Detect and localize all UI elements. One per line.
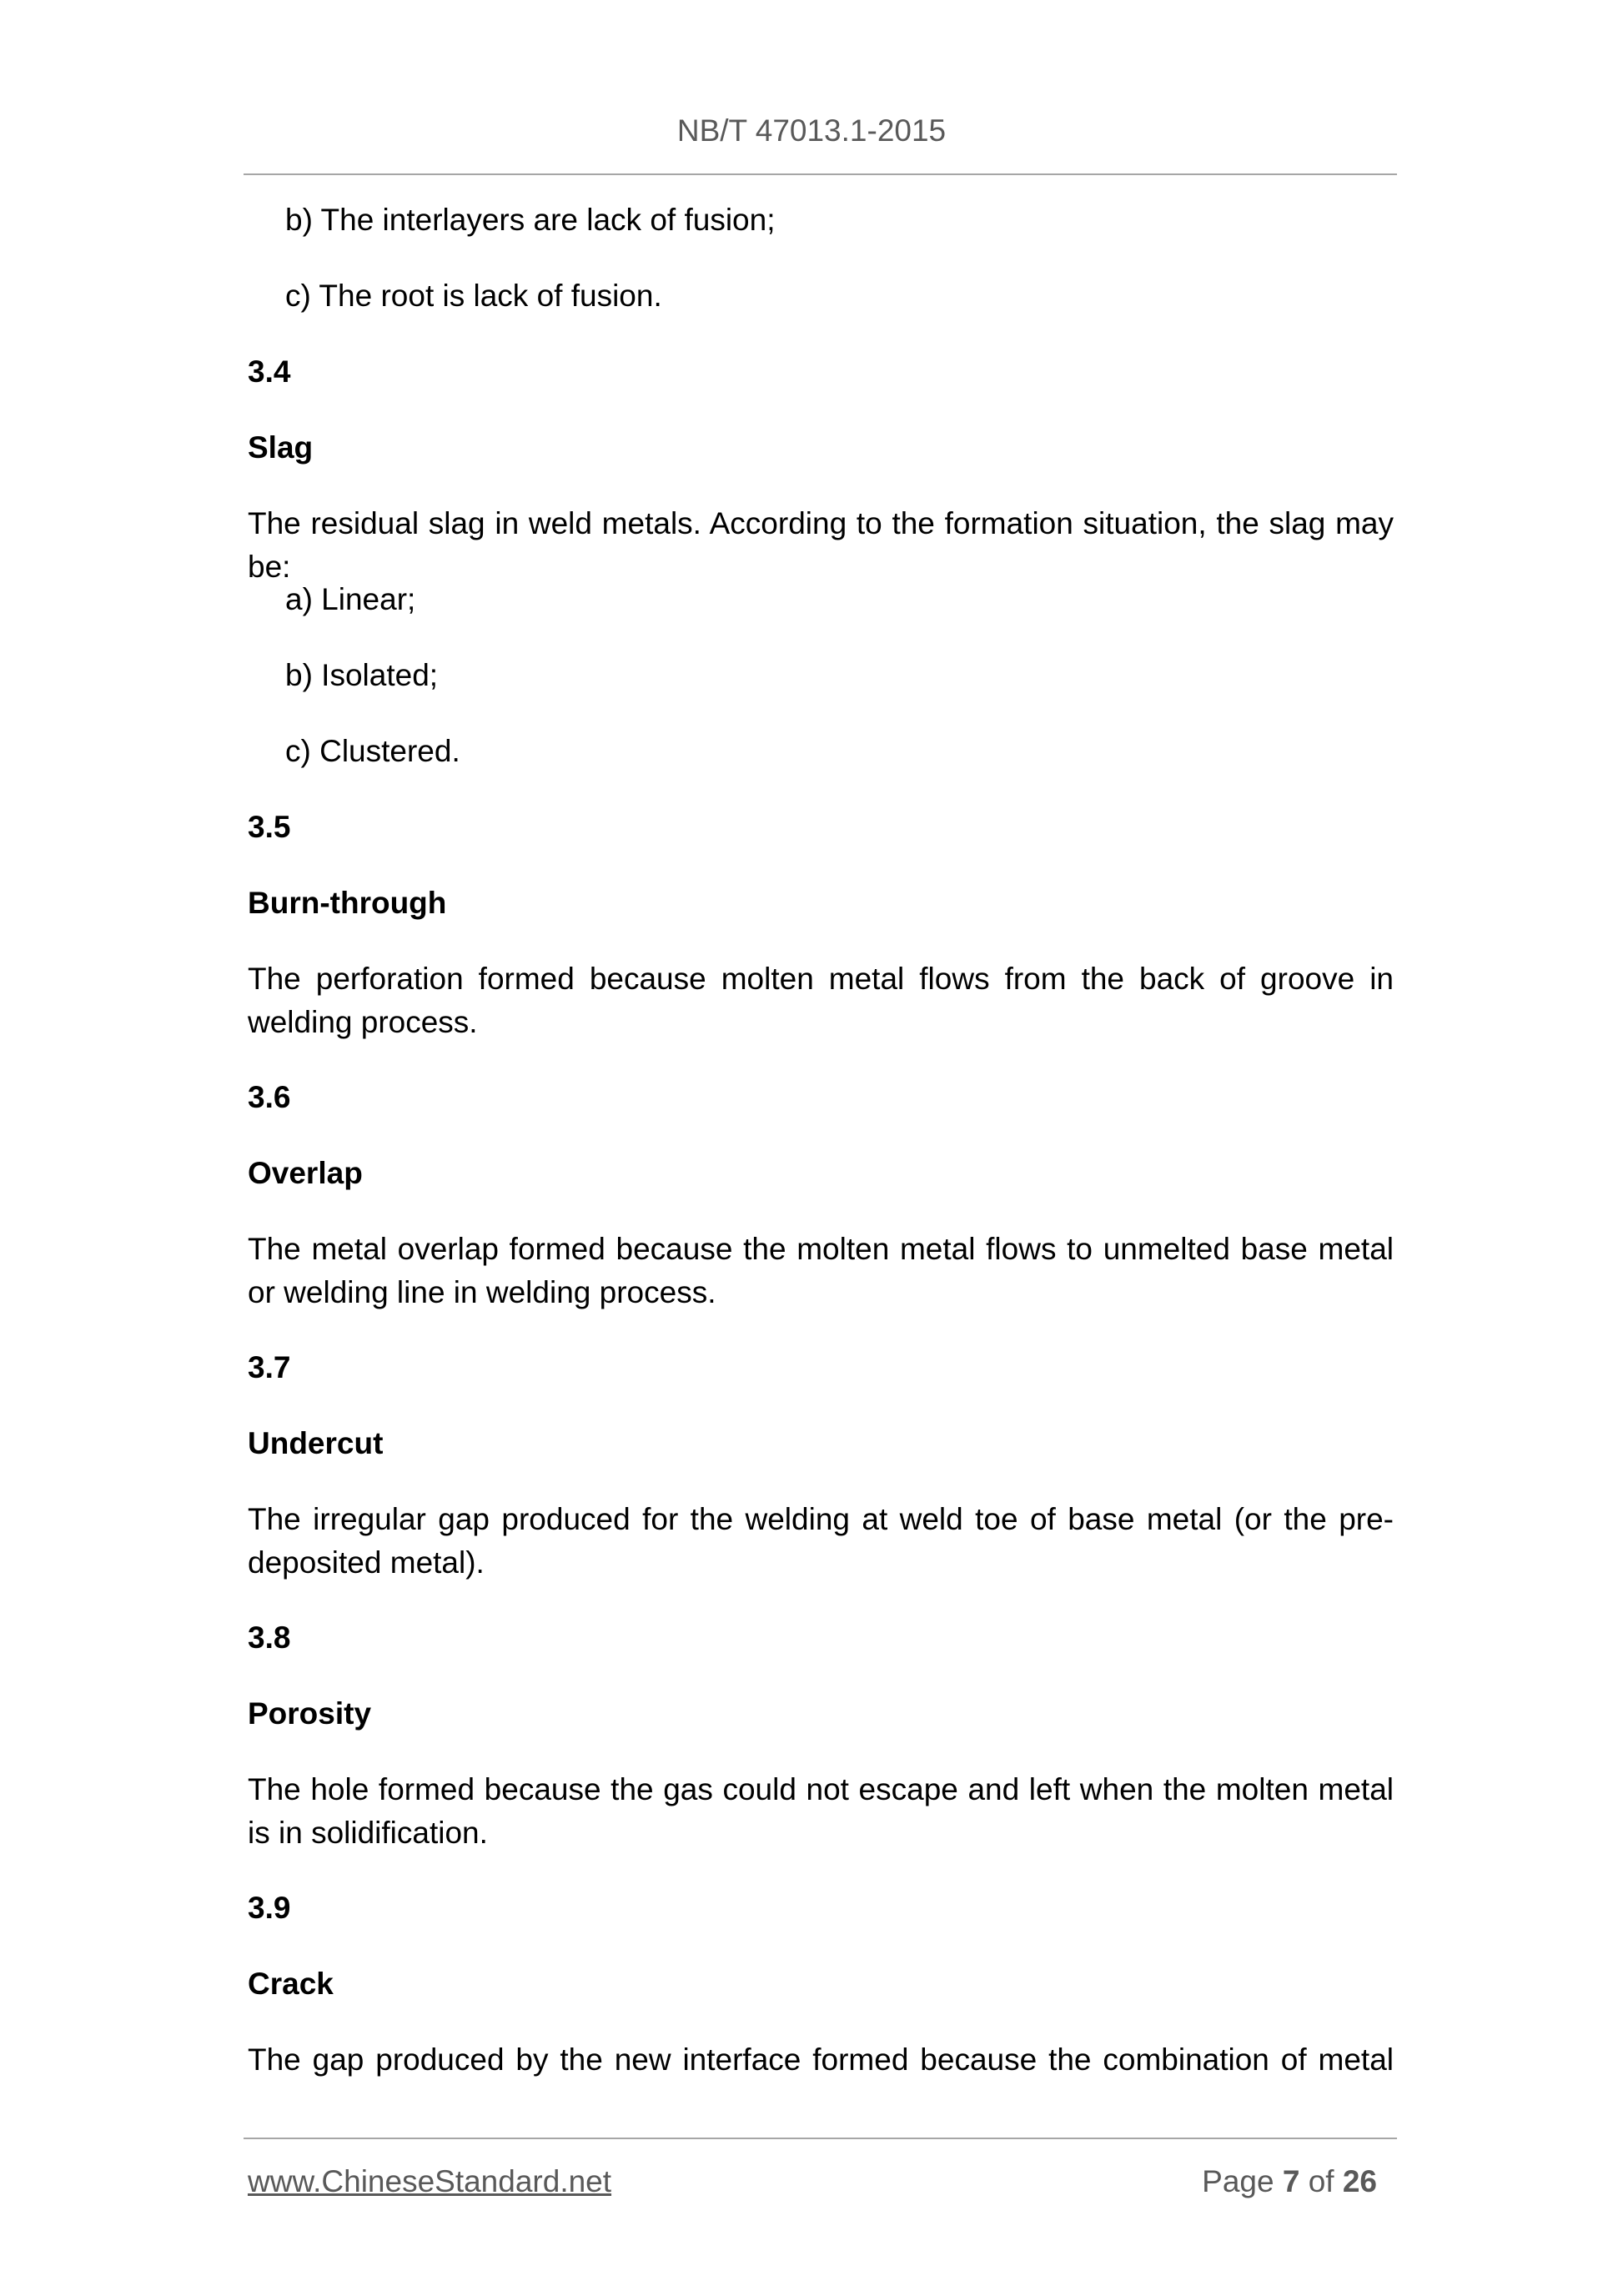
section-paragraph: The gap produced by the new interface formed because the combination of metal: [248, 2042, 1394, 2077]
section-title: Burn-through: [248, 886, 447, 920]
list-item: b) Isolated;: [285, 658, 439, 692]
footer-divider: [244, 2138, 1397, 2139]
section-number: 3.8: [248, 1620, 291, 1655]
document-header-code: NB/T 47013.1-2015: [676, 113, 947, 148]
section-number: 3.9: [248, 1891, 291, 1925]
page-of-label: of: [1308, 2164, 1334, 2198]
section-paragraph: The residual slag in weld metals. According to the formation situation, the slag may be:: [248, 506, 1394, 584]
section-title: Slag: [248, 430, 314, 465]
page-total-number: 26: [1342, 2164, 1377, 2198]
section-title: Undercut: [248, 1426, 384, 1460]
section-number: 3.4: [248, 354, 291, 389]
list-item: a) Linear;: [285, 582, 416, 616]
section-paragraph: The perforation formed because molten metal flows from the back of groove in welding process.: [248, 962, 1394, 1039]
section-title: Porosity: [248, 1696, 372, 1731]
list-item: b) The interlayers are lack of fusion;: [285, 203, 776, 237]
section-number: 3.7: [248, 1350, 291, 1384]
header-divider: [244, 173, 1397, 175]
page-label: Page: [1202, 2164, 1274, 2198]
footer-website-link[interactable]: www.ChineseStandard.net: [248, 2164, 612, 2198]
section-paragraph: The irregular gap produced for the welding at weld toe of base metal (or the pre-deposited metal).: [248, 1502, 1394, 1580]
section-paragraph: The hole formed because the gas could not escape and left when the molten metal is in solidification.: [248, 1772, 1394, 1850]
section-title: Crack: [248, 1967, 334, 2001]
section-number: 3.5: [248, 810, 291, 844]
list-item: c) Clustered.: [285, 734, 460, 768]
section-title: Overlap: [248, 1156, 363, 1190]
page-indicator: [1202, 2160, 1377, 2203]
section-paragraph: The metal overlap formed because the molten metal flows to unmelted base metal or welding line in welding process.: [248, 1232, 1394, 1309]
page-current-number: 7: [1282, 2164, 1300, 2198]
section-number: 3.6: [248, 1080, 291, 1114]
list-item: c) The root is lack of fusion.: [285, 279, 662, 313]
